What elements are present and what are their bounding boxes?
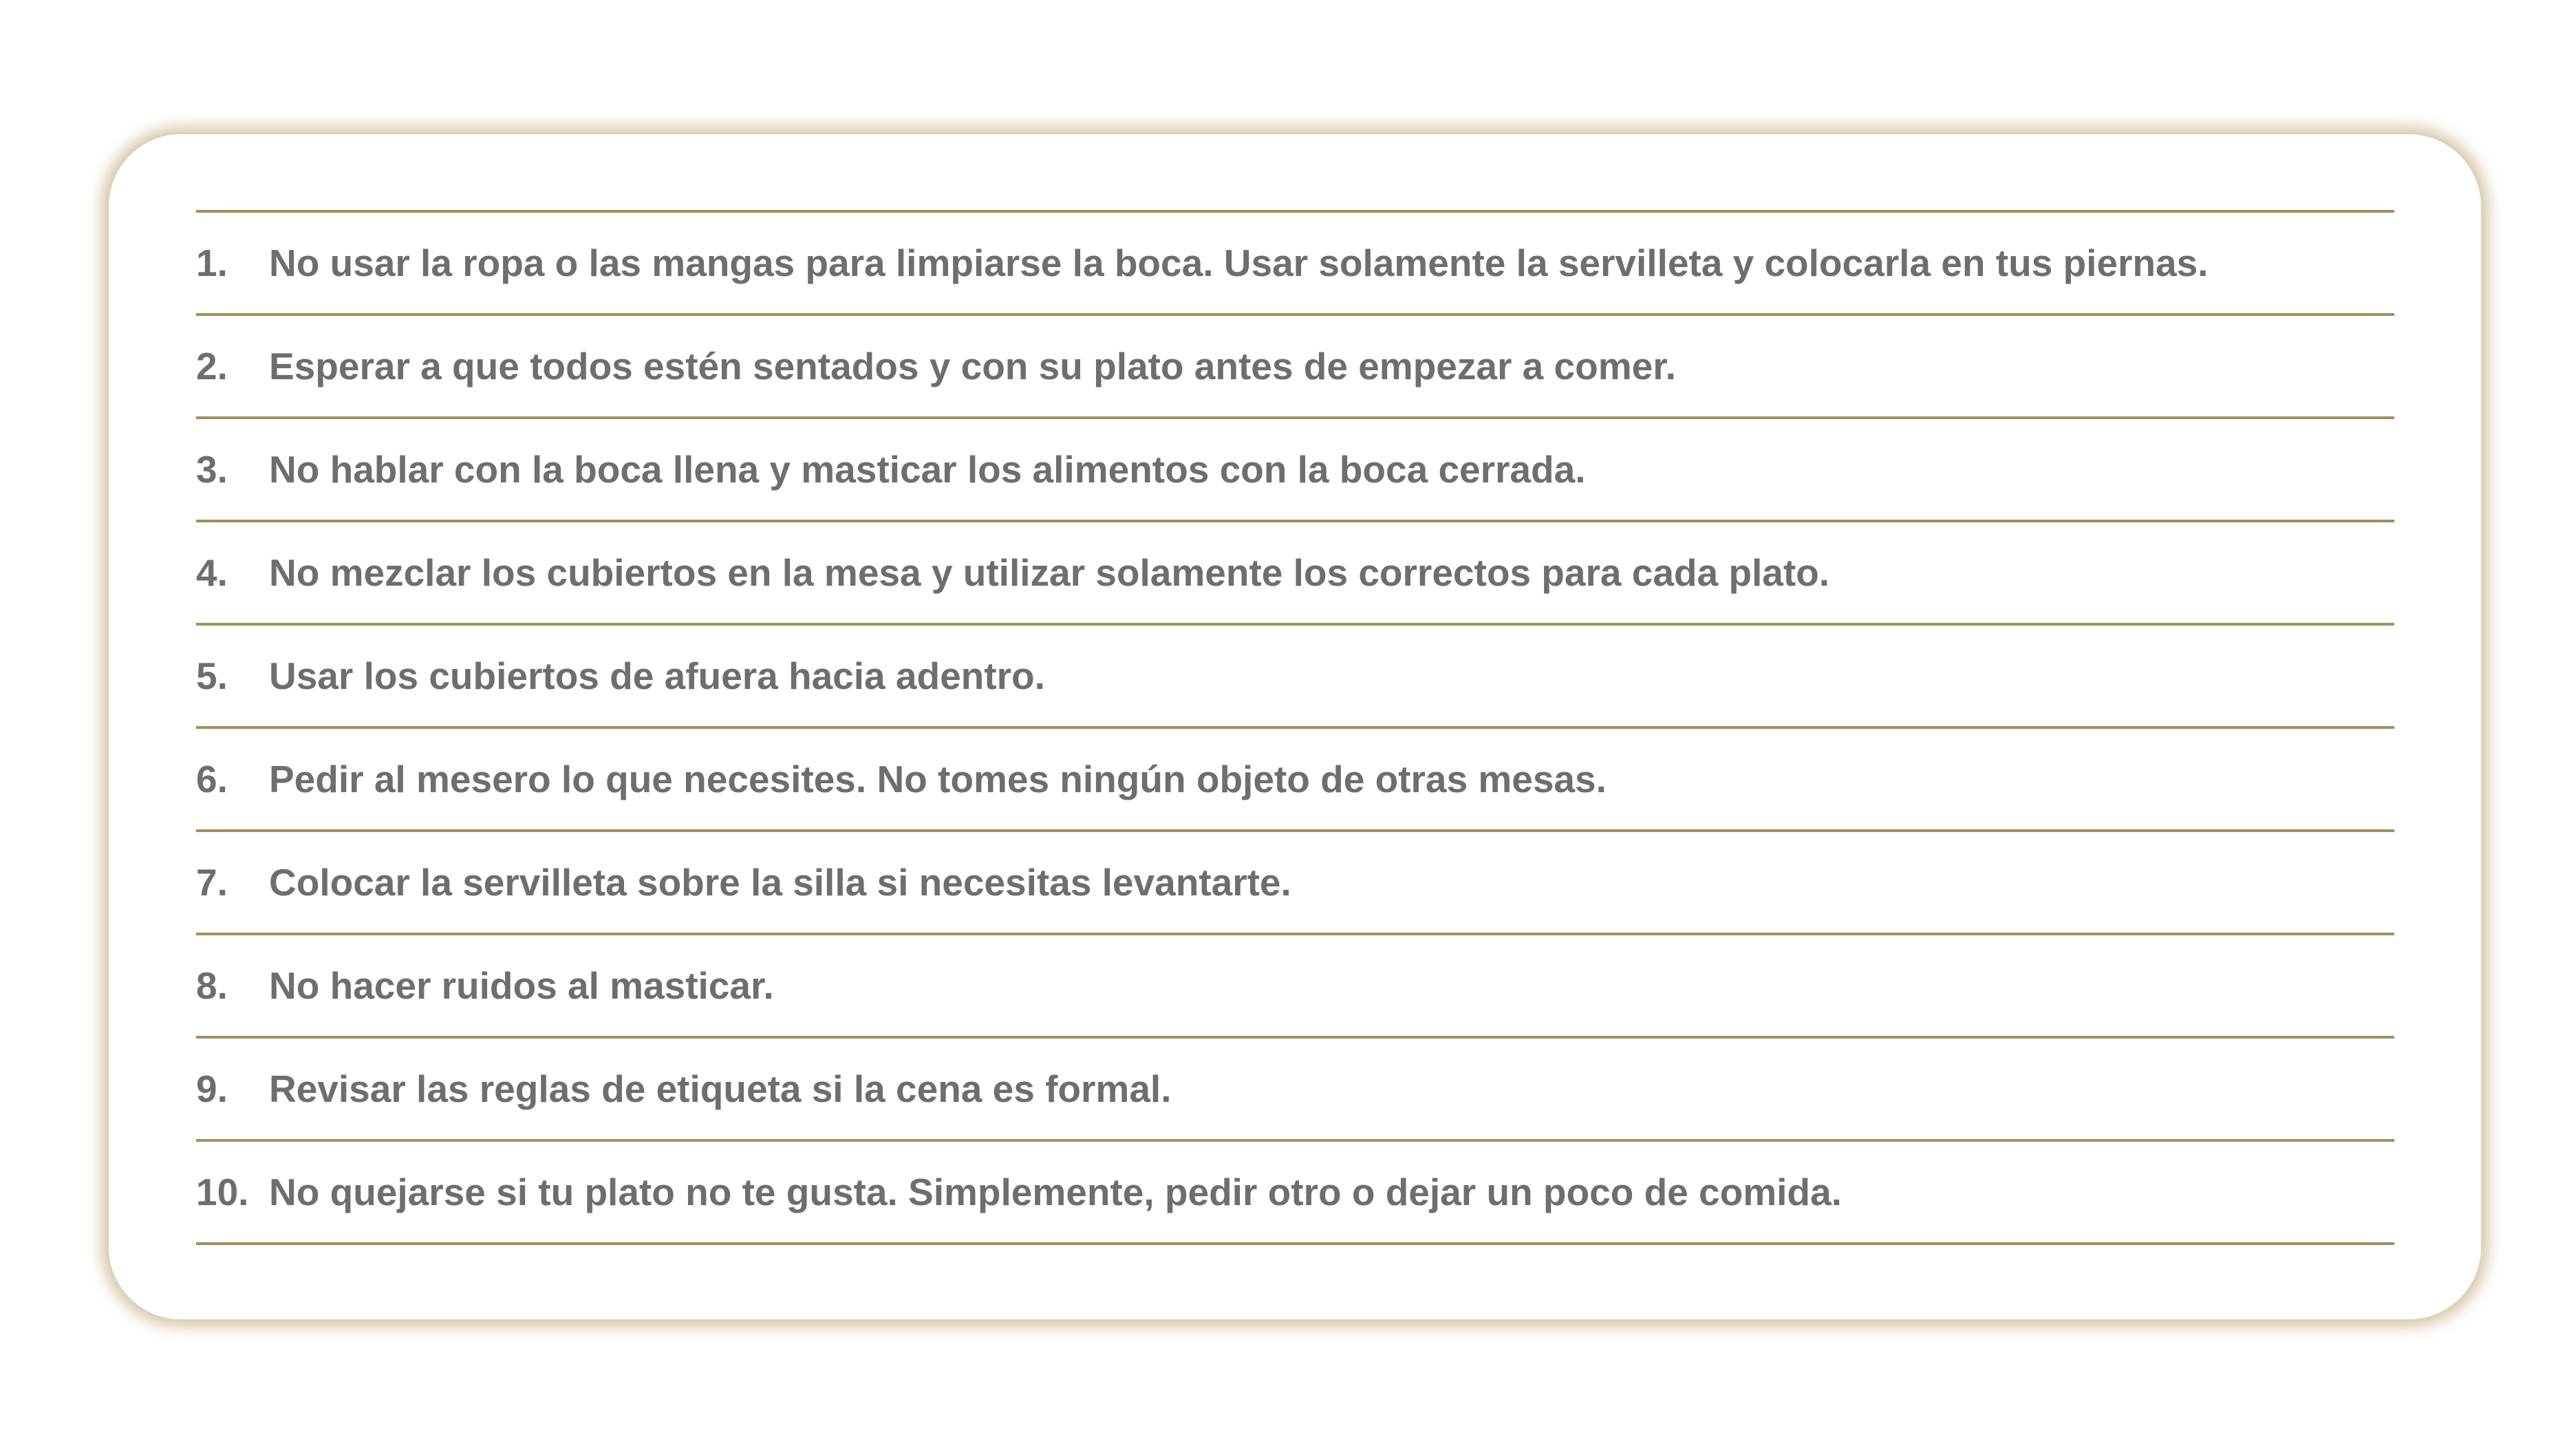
item-text: Esperar a que todos estén sentados y con su plato antes de empezar a comer. xyxy=(269,345,1676,387)
item-text: Revisar las reglas de etiqueta si la cena es formal. xyxy=(269,1067,1172,1110)
list-item xyxy=(196,522,2394,626)
item-number: 3. xyxy=(196,448,228,491)
item-text: Colocar la servilleta sobre la silla si necesitas levantarte. xyxy=(269,861,1291,904)
item-number: 6. xyxy=(196,758,228,800)
item-number: 8. xyxy=(196,964,228,1007)
item-text: Pedir al mesero lo que necesites. No tomes ningún objeto de otras mesas. xyxy=(269,758,1607,800)
item-text: Usar los cubiertos de afuera hacia adentro. xyxy=(269,655,1045,697)
item-text: No mezclar los cubiertos en la mesa y utilizar solamente los correctos para cada plato. xyxy=(269,551,1830,594)
list-item xyxy=(196,316,2394,419)
item-number: 5. xyxy=(196,655,228,697)
item-text: No hablar con la boca llena y masticar los alimentos con la boca cerrada. xyxy=(269,448,1586,491)
list-item xyxy=(196,419,2394,522)
list-item xyxy=(196,729,2394,832)
list-item xyxy=(196,832,2394,935)
item-number: 9. xyxy=(196,1067,228,1110)
list-item xyxy=(196,626,2394,729)
item-number: 7. xyxy=(196,861,228,904)
item-text: No usar la ropa o las mangas para limpiarse la boca. Usar solamente la servilleta y colocarla en tus piernas. xyxy=(269,242,2209,284)
item-text: No hacer ruidos al masticar. xyxy=(269,964,774,1007)
list-item xyxy=(196,213,2394,316)
list-item xyxy=(196,1142,2394,1245)
item-text: No quejarse si tu plato no te gusta. Simplemente, pedir otro o dejar un poco de comida. xyxy=(269,1171,1842,1213)
item-number: 2. xyxy=(196,345,228,387)
item-number: 4. xyxy=(196,551,228,594)
list-item xyxy=(196,1039,2394,1142)
etiquette-rules-list xyxy=(196,210,2394,1245)
item-number: 1. xyxy=(196,242,228,284)
rules-card xyxy=(109,134,2481,1319)
list-item xyxy=(196,935,2394,1039)
item-number: 10. xyxy=(196,1171,249,1213)
